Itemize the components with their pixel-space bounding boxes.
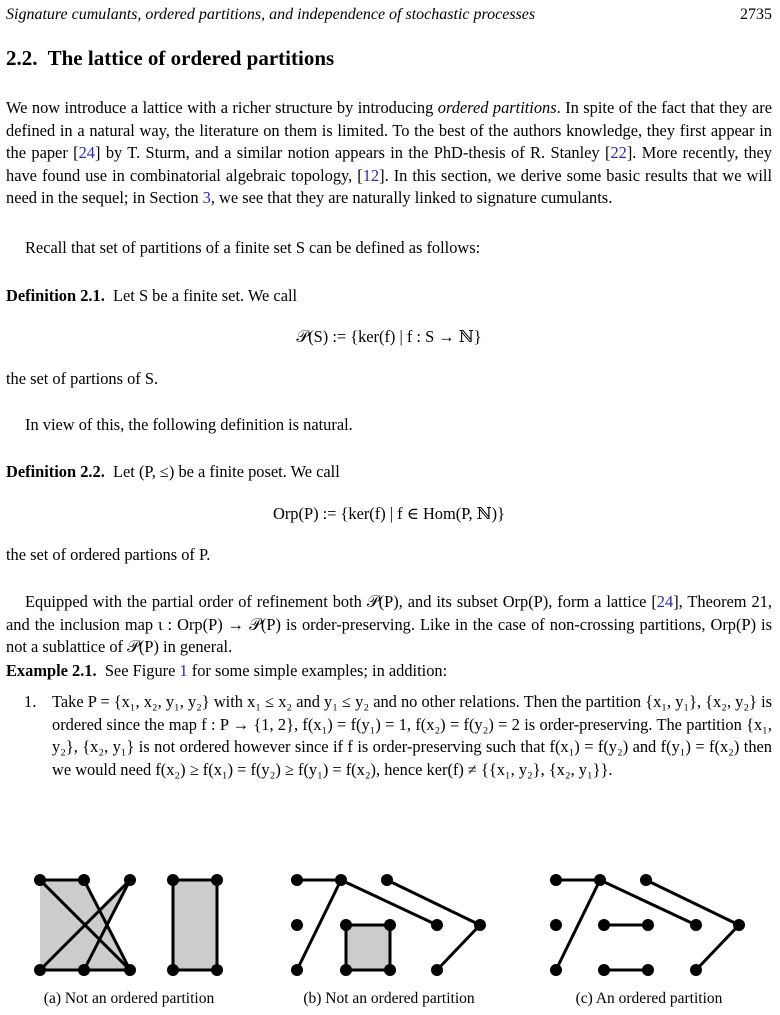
formula-partitions: 𝒫(S) := {ker(f) | f : S → ℕ} [296,327,482,346]
figure-link-1[interactable]: 1 [179,661,188,680]
text-run: for some simple examples; in addition: [187,661,448,680]
text-run: We now introduce a lattice with a richer structure by introducing [6,98,438,117]
definition-2-2-after: the set of ordered partions of P. [6,545,211,564]
running-head [6,4,772,26]
section-number: 2.2. [6,46,38,70]
text-run: ] by T. Sturm, and a similar notion appears in the PhD-thesis of R. Stanley [ [95,143,611,162]
figure-1 [6,868,772,978]
example-label: Example 2.1. [6,661,97,680]
text-run: Equipped with the partial order of refinement both 𝒫(P), and its subset Orp(P), form a lattice [ [25,592,657,611]
block-rectangle [173,880,217,970]
example-list-item [24,691,772,781]
text-run: ]. In this section, we derive some basic results that we will need in the sequel; in Section [6,165,773,207]
diagram-b [291,874,486,976]
block-square [346,925,390,970]
citation-link-24[interactable]: 24 [656,592,674,611]
page-number: 2735 [740,6,772,23]
definition-label: Definition 2.2. [6,462,105,481]
intro-paragraph [6,97,772,210]
definition-2-1 [6,285,772,308]
list-item-text: Take P = {x₁, x₂, y₁, y₂} with x₁ ≤ x₂ and y₁ ≤ y₂ and no other relations. Then the partition {x₁, y₁}, {x₂, y₂} is ordered since the map f : P → {1, 2}, f(x₁) = f(y₁) = 1, f(x₂) = f(y₂) = 2 is order-preserving. The partition {x₁, y₂}, {x₂, y₁} is not ordered however since if f is order-preserving such that f(x₁) = f(y₂) and f(y₁) = f(x₂) then we would need f(x₂) ≥ f(x₁) = f(y₂) ≥ f(y₁) = f(x₂), hence ker(f) ≠ {{x₁, y₂}, {x₂, y₁}}. [52,692,772,779]
definition-2-2 [6,461,772,484]
citation-link-24[interactable]: 24 [78,143,95,162]
section-link-3[interactable]: 3 [202,188,211,207]
definition-label: Definition 2.1. [6,286,105,305]
section-title: The lattice of ordered partitions [47,46,335,70]
text-run: ], Theorem 21, and the inclusion map ι : Orp(P) → 𝒫(P) is order-preserving. Like in the case of non-crossing partitions, Orp(P) is not a sublattice of 𝒫(P) in general. [6,592,773,656]
citation-link-12[interactable]: 12 [362,165,380,185]
definition-text: Let (P, ≤) be a finite poset. We call [113,462,340,481]
text-run: . In spite of the fact that they are defined in a natural way, the literature on them is limited. To the best of the authors knowledge, they first appear in the paper [ [6,98,772,162]
diagram-c [550,874,745,976]
text-run: , we see that they are naturally linked to signature cumulants. [210,188,613,207]
example-2-1 [6,660,772,683]
emphasis-ordered-partitions: ordered partitions [437,98,557,117]
definition-2-1-after: the set of partions of S. [6,369,159,388]
caption-a: (a) Not an ordered partition [43,990,215,1007]
formula-ordered-partitions: Orp(P) := {ker(f) | f ∈ Hom(P, ℕ)} [273,504,505,523]
definition-text: Let S be a finite set. We call [113,286,298,305]
section-heading [6,47,334,70]
diagram-a [34,874,223,976]
list-item-number: 1. [24,692,37,711]
lattice-paragraph [6,591,772,659]
citation-link-22[interactable]: 22 [610,143,627,162]
caption-c: (c) An ordered partition [575,990,723,1007]
figure-svg [6,868,772,978]
transition-paragraph: In view of this, the following definition is natural. [25,415,353,434]
running-title: Signature cumulants, ordered partitions, and independence of stochastic processes [6,6,536,23]
text-run: See Figure [104,661,180,680]
text-run: ]. More recently, they have found use in combinatorial algebraic topology, [ [6,143,772,185]
recall-paragraph: Recall that set of partitions of a finite set S can be defined as follows: [25,238,481,257]
caption-b: (b) Not an ordered partition [303,990,475,1007]
